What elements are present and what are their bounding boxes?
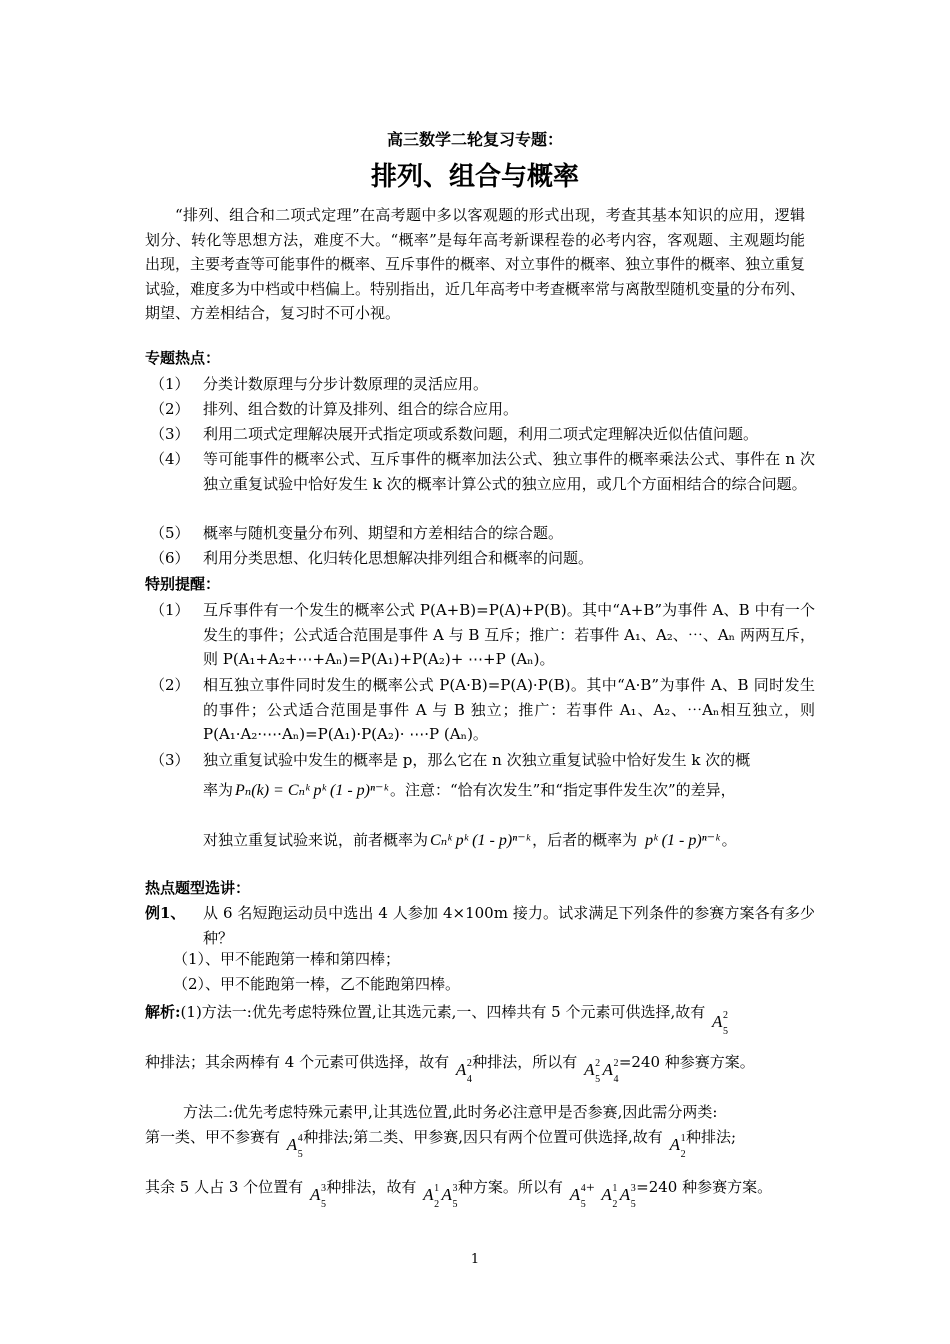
item-text: 相互独立事件同时发生的概率公式 P(A·B)=P(A)·P(B)。其中“A·B”为事件 A、B 同时发生的事件；公式适合范围是事件 A 与 B 独立；推广：若事件 A₁、A₂、⋯Aₙ相互独立，则 P(A₁·A₂·⋯·Aₙ)=P(A₁)·P(A₂)· ⋯·P (Aₙ)。 (203, 676, 815, 743)
item-number: （4） (150, 450, 190, 468)
item-text: 利用分类思想、化归转化思想解决排列组合和概率的问题。 (203, 549, 594, 567)
solution-line (145, 1050, 755, 1085)
item-number: （5） (150, 524, 190, 542)
perm-A-5-3: A 3 5 (619, 1183, 636, 1210)
perm-A-5-2: A 2 5 (712, 1010, 729, 1037)
item-number: （3） (150, 751, 190, 769)
item-text: 概率与随机变量分布列、期望和方差相结合的综合题。 (203, 524, 564, 542)
item-number: （1） (150, 601, 190, 619)
text-run: 种排法，所以有 (472, 1053, 578, 1071)
text-run: 其余 5 人占 3 个位置有 (145, 1178, 304, 1196)
perm-A-2-1: A 1 2 (669, 1133, 686, 1160)
text-run: 率为 (203, 781, 234, 799)
perm-A-4-2: A 2 4 (455, 1058, 472, 1085)
formula-specified-k: pᵏ (1 - p)ⁿ⁻ᵏ (645, 832, 720, 849)
text-run: 种排法; (685, 1128, 737, 1146)
solution-line (145, 1000, 729, 1037)
perm-A-2-1: A 1 2 (601, 1183, 618, 1210)
example-label: 例1、 (145, 904, 186, 922)
document-title: 高三数学二轮复习专题： (386, 130, 563, 149)
perm-A-5-3: A 3 5 (309, 1183, 326, 1210)
reminder-line (203, 778, 736, 803)
perm-A-5-4: A 4 5 (569, 1183, 586, 1210)
item-number: （6） (150, 549, 190, 567)
plus-sign: + (586, 1180, 595, 1196)
item-text: 独立重复试验中发生的概率是 p，那么它在 n 次独立重复试验中恰好发生 k 次的概 (203, 751, 751, 769)
reminder-line (203, 828, 737, 853)
examples-heading: 热点题型选讲： (145, 879, 251, 897)
reminder-heading: 特别提醒： (145, 575, 221, 593)
text-run: =240 种参赛方案。 (636, 1178, 773, 1196)
hot-topics-heading: 专题热点： (145, 349, 221, 367)
solution-line: 方法二:优先考虑特殊元素甲,让其选位置,此时务必注意甲是否参赛,因此需分两类: (183, 1103, 718, 1121)
text-run: (1)方法一:优先考虑特殊位置,让其选元素,一、四棒共有 5 个元素可供选择,故有 (180, 1003, 706, 1021)
item-text: 排列、组合数的计算及排列、组合的综合应用。 (203, 400, 519, 418)
text-run: 种排法；其余两棒有 4 个元素可供选择，故有 (145, 1053, 450, 1071)
intro-paragraph: “排列、组合和二项式定理”在高考题中多以客观题的形式出现，考查其基本知识的应用，逻辑划分、转化等思想方法，难度不大。“概率”是每年高考新课程卷的必考内容，客观题、主观题均能出现，主要考查等可能事件的概率、互斥事件的概率、对立事件的概率、独立事件的概率、独立重复试验，难度多为中档或中档偏上。特别指出，近几年高考中考查概率常与离散型随机变量的分布列、期望、方差相结合，复习时不可小视。 (145, 206, 806, 322)
perm-A-5-3: A 3 5 (441, 1183, 458, 1210)
text-run: 。注意：“恰有次发生”和“指定事件发生次”的差异， (389, 781, 736, 799)
item-text: 等可能事件的概率公式、互斥事件的概率加法公式、独立事件的概率乘法公式、事件在 n 次独立重复试验中恰好发生 k 次的概率计算公式的独立应用，或几个方面相结合的综合问题。 (203, 450, 815, 493)
text-run: 第一类、甲不参赛有 (145, 1128, 281, 1146)
solution-label: 解析: (145, 1003, 181, 1021)
solution-line (145, 1175, 773, 1210)
solution-line (145, 1125, 737, 1160)
perm-A-4-2: A 2 4 (602, 1058, 619, 1085)
text-run: 。 (721, 831, 737, 849)
perm-A-2-1: A 1 2 (423, 1183, 440, 1210)
text-run: 对独立重复试验来说，前者概率为 (203, 831, 429, 849)
item-number: （2） (150, 400, 190, 418)
example-question-2: （2）、甲不能跑第一棒，乙不能跑第四棒。 (173, 975, 461, 993)
text-run: =240 种参赛方案。 (618, 1053, 755, 1071)
document-subtitle: 排列、组合与概率 (370, 162, 579, 192)
text-run: 种方案。所以有 (457, 1178, 563, 1196)
example-text: 从 6 名短跑运动员中选出 4 人参加 4×100m 接力。试求满足下列条件的参赛方案各有多少种？ (203, 904, 815, 947)
perm-A-5-4: A 4 5 (286, 1133, 303, 1160)
text-run: ，后者的概率为 (532, 831, 638, 849)
example-question-1: （1）、甲不能跑第一棒和第四棒； (173, 950, 401, 968)
text-run: 种排法，故有 (326, 1178, 417, 1196)
item-text: 分类计数原理与分步计数原理的灵活应用。 (203, 375, 489, 393)
page-number: 1 (470, 1252, 480, 1267)
formula-binomial-probability: Pₙ(k) = Cₙᵏ pᵏ (1 - p)ⁿ⁻ᵏ (235, 782, 388, 799)
text-run: 种排法;第二类、甲参赛,因只有两个位置可供选择,故有 (303, 1128, 663, 1146)
item-text: 互斥事件有一个发生的概率公式 P(A+B)=P(A)+P(B)。其中“A+B”为事件 A、B 中有一个发生的事件；公式适合范围是事件 A 与 B 互斥；推广：若事件 A₁、A₂、⋯、Aₙ 两两互斥，则 P(A₁+A₂+⋯+Aₙ)=P(A₁)+P(A₂)+ ⋯+P (Aₙ)。 (203, 601, 815, 668)
formula-exact-k: Cₙᵏ pᵏ (1 - p)ⁿ⁻ᵏ (430, 832, 531, 849)
item-text: 利用二项式定理解决展开式指定项或系数问题，利用二项式定理解决近似估值问题。 (203, 425, 759, 443)
item-number: （2） (150, 676, 190, 694)
item-number: （3） (150, 425, 190, 443)
perm-A-5-2: A 2 5 (584, 1058, 601, 1085)
item-number: （1） (150, 375, 190, 393)
